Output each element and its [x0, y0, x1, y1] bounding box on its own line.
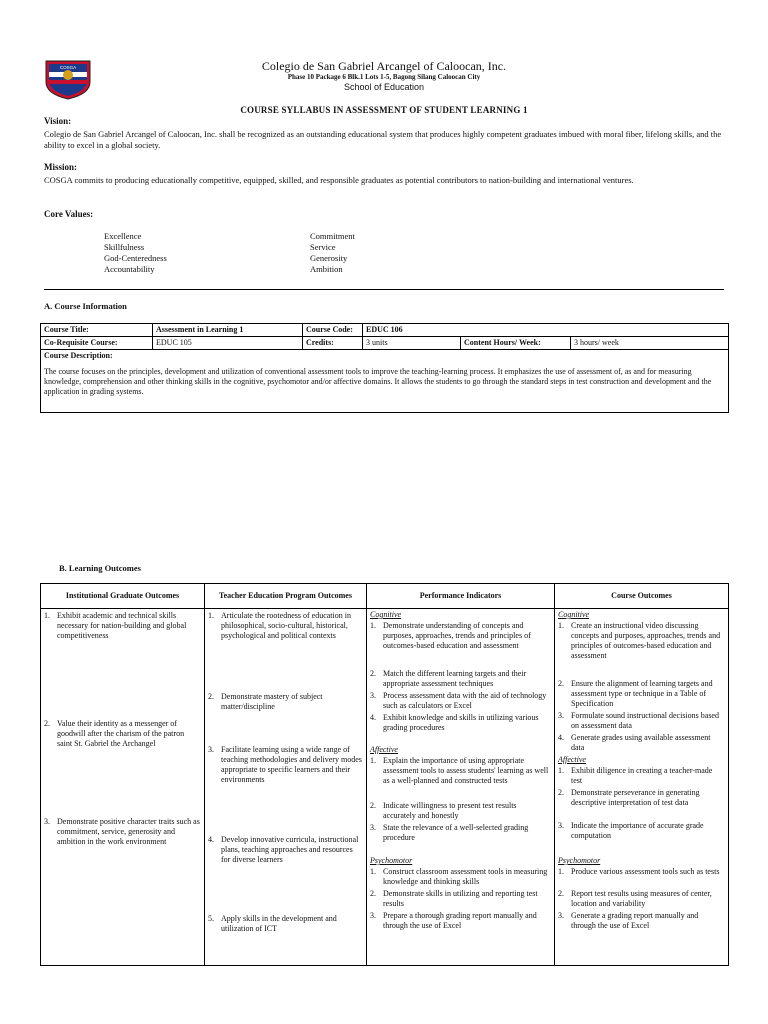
pi-cell [367, 609, 555, 966]
course-description-label: Course Description: [44, 351, 113, 360]
co-cell [555, 609, 729, 966]
pi-cognitive-label: Cognitive [370, 610, 402, 619]
list-item: 2. Indicate willingness to present test results accurately and honestly [370, 801, 517, 820]
learning-outcomes-table [40, 583, 729, 966]
list-item: 2. Value their identity as a messenger of goodwill after the charism of the patron saint St. Gabriel the Archangel [44, 719, 185, 748]
section-divider [44, 289, 724, 290]
core-value: Excellence [104, 231, 142, 241]
core-value: Service [310, 242, 336, 252]
school-address: Phase 10 Package 6 Blk.1 Lots 1-5, Bagong Silang Caloocan City [287, 73, 481, 81]
pi-header: Performance Indicators [367, 584, 555, 609]
list-item: 2. Demonstrate skills in utilizing and reporting test results [370, 889, 538, 908]
core-value: Ambition [310, 264, 343, 274]
list-item: 3. Formulate sound instructional decisions based on assessment data [558, 711, 719, 730]
core-value: Generosity [310, 253, 348, 263]
list-item: 3. Generate a grading report manually and through the use of Excel [558, 911, 699, 930]
course-description-text: The course focuses on the principles, development and utilization of conventional assessment tools to improve the teaching-learning process. It emphasizes the use of assessment of, as and for measuring knowledge, comprehension and other thinking skills in the cognitive, psychomotor and/or affective domains. It allows the students to go through the standard steps in test construction and development and the application in grading systems. [44, 367, 712, 396]
course-code-label: Course Code: [303, 324, 363, 337]
core-value: Commitment [310, 231, 355, 241]
course-info-heading: A. Course Information [44, 301, 127, 311]
list-item: 1. Create an instructional video discussing concepts and purposes, approaches, trends and principles of outcomes-based education and assessment [558, 621, 721, 660]
tepo-header: Teacher Education Program Outcomes [205, 584, 367, 609]
credits-value: 3 units [363, 337, 461, 350]
core-value: Skillfulness [104, 242, 145, 252]
igo-cell [41, 609, 205, 966]
mission-text: COSGA commits to producing educationally competitive, equipped, skilled, and responsible graduates as potential contributors to nation-building and international ventures. [44, 175, 634, 185]
tepo-cell [205, 609, 367, 966]
course-description-cell [41, 350, 729, 413]
school-name: Colegio de San Gabriel Arcangel of Caloocan, Inc. [261, 59, 507, 73]
co-psychomotor-label: Psychomotor [558, 856, 601, 865]
pi-psychomotor-label: Psychomotor [370, 856, 413, 865]
list-item: 1. Exhibit diligence in creating a teacher-made test [558, 766, 713, 785]
list-item: 1. Demonstrate understanding of concepts and purposes, approaches, trends and principles of outcomes-based education and assessment [370, 621, 531, 650]
logo-text: COSGA [59, 65, 77, 70]
list-item: 1. Explain the importance of using appropriate assessment tools to assess students' learning as well as a well-planned and constructed tests [370, 756, 549, 785]
prereq-value: EDUC 105 [153, 337, 303, 350]
igo-header: Institutional Graduate Outcomes [41, 584, 205, 609]
list-item: 1. Produce various assessment tools such as tests [558, 867, 720, 876]
course-title-label: Course Title: [41, 324, 153, 337]
course-title-value: Assessment in Learning 1 [153, 324, 303, 337]
course-info-table [40, 323, 729, 413]
co-affective-label: Affective [558, 755, 586, 764]
list-item: 2. Report test results using measures of center, location and variability [558, 889, 712, 908]
prereq-label: Co-Requisite Course: [41, 337, 153, 350]
pi-affective-label: Affective [370, 745, 398, 754]
list-item: 3. Demonstrate positive character traits such as commitment, service, generosity and ambition in the work environment [44, 817, 200, 846]
mission-label: Mission: [44, 162, 78, 172]
credits-label: Credits: [303, 337, 363, 350]
list-item: 4. Generate grades using available assessment data [558, 733, 711, 752]
list-item: 2. Ensure the alignment of learning targets and assessment type or technique in a Table of Specification [558, 679, 713, 708]
content-hours-label: Content Hours/ Week: [461, 337, 571, 350]
list-item: 3. Indicate the importance of accurate grade computation [558, 821, 704, 840]
list-item: 1. Exhibit academic and technical skills necessary for nation-building and global competitiveness [44, 611, 187, 640]
list-item: 3. Facilitate learning using a wide range of teaching methodologies and delivery modes appropriate to specific learners and their environments [208, 745, 362, 784]
core-value: God-Centeredness [104, 253, 167, 263]
department-name: School of Education [343, 82, 425, 92]
list-item: 2. Demonstrate perseverance in generating descriptive interpretation of test data [558, 788, 700, 807]
co-cognitive-label: Cognitive [558, 610, 590, 619]
learning-outcomes-heading: B. Learning Outcomes [59, 563, 141, 573]
list-item: 1. Articulate the rootedness of education in philosophical, socio-cultural, historical, psychological and political contexts [208, 611, 351, 640]
list-item: 3. Prepare a thorough grading report manually and through the use of Excel [370, 911, 537, 930]
core-values-left [104, 231, 167, 275]
content-hours-value: 3 hours/ week [571, 337, 729, 350]
course-code-value: EDUC 106 [363, 324, 729, 337]
co-header: Course Outcomes [555, 584, 729, 609]
syllabus-title: COURSE SYLLABUS IN ASSESSMENT OF STUDENT LEARNING 1 [240, 105, 528, 115]
vision-label: Vision: [44, 116, 72, 126]
core-value: Accountability [104, 264, 155, 274]
list-item: 3. State the relevance of a well-selected grading procedure [370, 823, 529, 842]
vision-text: Colegio de San Gabriel Arcangel of Caloocan, Inc. shall be recognized as an outstanding educational system that produces highly competent graduates imbued with moral fiber, lifelong skills, and the ability to excel in a global society. [44, 129, 722, 150]
list-item: 2. Demonstrate mastery of subject matter/discipline [208, 692, 323, 711]
list-item: 3. Process assessment data with the aid of technology such as calculators or Excel [370, 691, 547, 710]
list-item: 1. Construct classroom assessment tools in measuring knowledge and thinking skills [370, 867, 548, 886]
core-values-label: Core Values: [44, 209, 94, 219]
list-item: 4. Develop innovative curricula, instructional plans, teaching approaches and resources for diverse learners [208, 835, 359, 864]
list-item: 4. Exhibit knowledge and skills in utilizing various grading procedures [370, 713, 539, 732]
list-item: 5. Apply skills in the development and utilization of ICT [208, 914, 337, 933]
list-item: 2. Match the different learning targets and their appropriate assessment techniques [370, 669, 527, 688]
core-values-right [310, 231, 355, 275]
